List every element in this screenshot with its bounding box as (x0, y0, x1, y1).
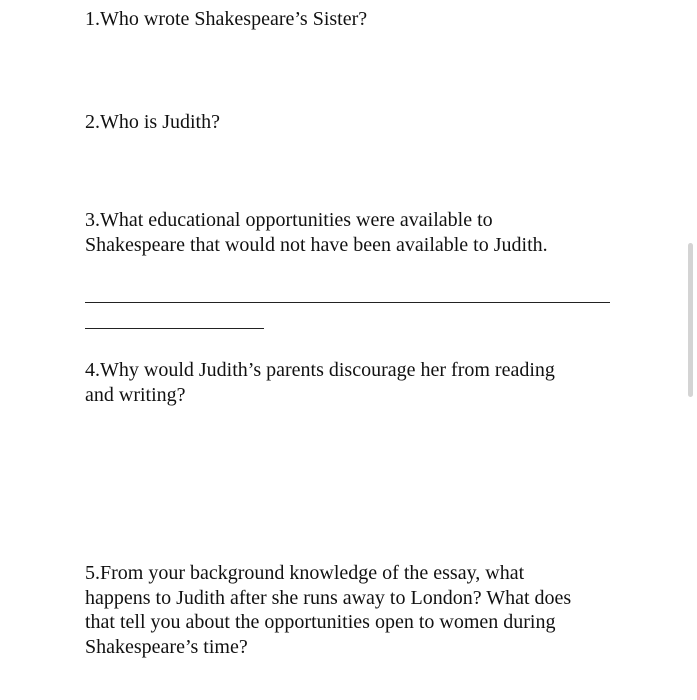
question-3-text-line-1: 3.What educational opportunities were available to (85, 209, 493, 231)
answer-underline-short (85, 328, 264, 329)
question-2-text: 2.Who is Judith? (85, 111, 220, 133)
question-1-text: 1.Who wrote Shakespeare’s Sister? (85, 8, 368, 30)
answer-underline (85, 302, 610, 303)
question-5-text-line-1: 5.From your background knowledge of the essay, what (85, 562, 525, 584)
question-5 (85, 561, 571, 659)
question-4-text-line-2: and writing? (85, 383, 186, 406)
vertical-scrollbar[interactable] (688, 243, 693, 397)
question-3 (85, 208, 548, 257)
question-2 (85, 110, 220, 135)
question-4 (85, 358, 555, 407)
question-5-text-line-3: that tell you about the opportunities open to women during (85, 611, 556, 633)
question-3-text-line-2: Shakespeare that would not have been available to Judith. (85, 233, 548, 256)
question-4-text-line-1: 4.Why would Judith’s parents discourage her from reading (85, 359, 555, 381)
question-5-text-line-4: Shakespeare’s time? (85, 635, 248, 658)
question-1 (85, 7, 367, 32)
question-5-text-line-2: happens to Judith after she runs away to London? What does (85, 586, 572, 609)
